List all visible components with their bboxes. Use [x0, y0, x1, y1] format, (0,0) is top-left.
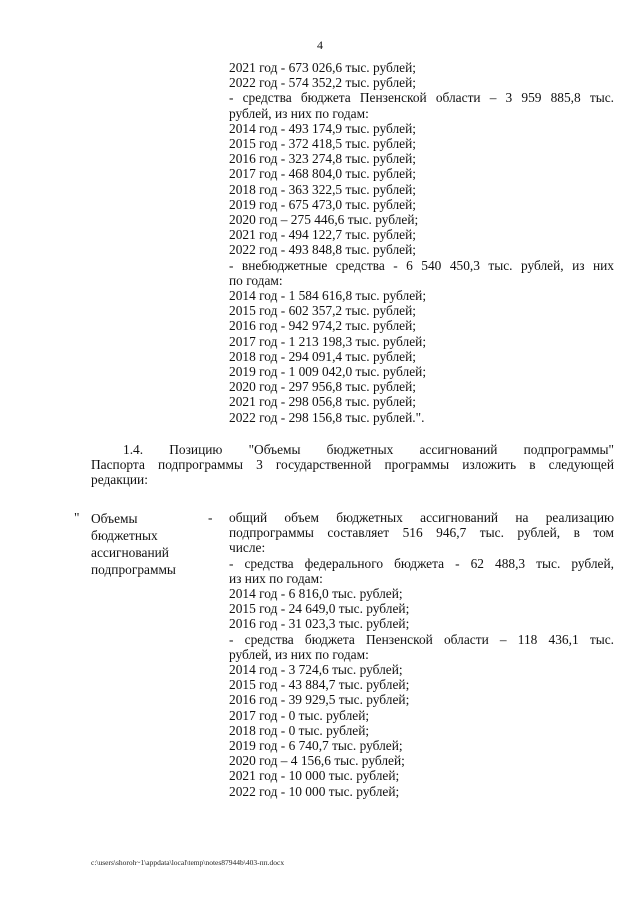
text-line: 2014 год - 3 724,6 тыс. рублей;: [229, 662, 403, 678]
text-line: 2020 год – 4 156,6 тыс. рублей;: [229, 753, 405, 769]
text-line: 2018 год - 0 тыс. рублей;: [229, 722, 370, 738]
table-value-cell: [229, 510, 614, 799]
text-line: 2014 год - 1 584 616,8 тыс. рублей;: [229, 288, 427, 304]
text-line: 2022 год - 10 000 тыс. рублей;: [229, 783, 400, 799]
file-path-footer: c:\users\shoroh~1\appdata\local\temp\notes87944b\403-пп.docx: [91, 858, 285, 867]
text-line: - средства бюджета Пензенской области – 118 436,1 тыс.: [229, 631, 614, 647]
text-line: 2020 год – 275 446,6 тыс. рублей;: [229, 212, 419, 228]
text-line: 2018 год - 294 091,4 тыс. рублей;: [229, 348, 416, 364]
text-line: 2014 год - 6 816,0 тыс. рублей;: [229, 586, 403, 602]
section-heading: [91, 442, 614, 488]
text-line: 2017 год - 0 тыс. рублей;: [229, 707, 370, 723]
text-line: ассигнований: [91, 545, 169, 560]
text-line: 2015 год - 602 357,2 тыс. рублей;: [229, 303, 416, 319]
table-label-cell: [91, 510, 201, 578]
text-line: подпрограммы составляет 516 946,7 тыс. рублей, в том: [229, 525, 614, 541]
text-line: 2016 год - 31 023,3 тыс. рублей;: [229, 616, 410, 632]
text-line: 2021 год - 298 056,8 тыс. рублей;: [229, 394, 416, 410]
text-line: - средства бюджета Пензенской области – 3 959 885,8 тыс.: [229, 90, 614, 106]
text-line: Объемы: [91, 511, 138, 526]
text-line: 2018 год - 363 322,5 тыс. рублей;: [229, 181, 416, 197]
section-heading-line-1: 1.4. Позицию "Объемы бюджетных ассигнований подпрограммы": [123, 442, 614, 457]
text-line: 2016 год - 323 274,8 тыс. рублей;: [229, 151, 416, 167]
text-line: 2022 год - 298 156,8 тыс. рублей.".: [229, 409, 425, 425]
text-line: 2015 год - 372 418,5 тыс. рублей;: [229, 136, 416, 152]
text-line: 2021 год - 494 122,7 тыс. рублей;: [229, 227, 416, 243]
text-line: 2021 год - 10 000 тыс. рублей;: [229, 768, 400, 784]
text-line: бюджетных: [91, 528, 158, 543]
text-line: - внебюджетные средства - 6 540 450,3 тыс. рублей, из них: [229, 257, 614, 273]
text-line: 2021 год - 673 026,6 тыс. рублей;: [229, 60, 416, 75]
text-line: 2019 год - 1 009 042,0 тыс. рублей;: [229, 364, 427, 380]
text-line: 2017 год - 468 804,0 тыс. рублей;: [229, 166, 416, 182]
text-line: из них по годам:: [229, 570, 323, 586]
section-heading-line-2: Паспорта подпрограммы 3 государственной программы изложить в следующей: [91, 457, 614, 473]
text-line: 2017 год - 1 213 198,3 тыс. рублей;: [229, 333, 427, 349]
text-line: по годам:: [229, 272, 283, 288]
opening-quote: ": [74, 510, 80, 525]
text-line: 2014 год - 493 174,9 тыс. рублей;: [229, 120, 416, 136]
text-line: рублей, из них по годам:: [229, 646, 369, 662]
text-line: 2019 год - 675 473,0 тыс. рублей;: [229, 196, 416, 212]
text-line: 2020 год - 297 956,8 тыс. рублей;: [229, 379, 416, 395]
text-line: - средства федерального бюджета - 62 488,3 тыс. рублей,: [229, 555, 614, 571]
text-line: 2015 год - 43 884,7 тыс. рублей;: [229, 677, 410, 693]
text-line: 2022 год - 574 352,2 тыс. рублей;: [229, 75, 416, 91]
page-number: 4: [317, 38, 323, 52]
text-line: 2022 год - 493 848,8 тыс. рублей;: [229, 242, 416, 258]
text-line: общий объем бюджетных ассигнований на реализацию: [229, 510, 614, 525]
table-dash: -: [208, 510, 213, 525]
section-heading-line-3: редакции:: [91, 472, 148, 488]
text-line: рублей, из них по годам:: [229, 105, 369, 121]
funding-continuation-block: [229, 60, 614, 425]
text-line: 2015 год - 24 649,0 тыс. рублей;: [229, 601, 410, 617]
text-line: подпрограммы: [91, 562, 176, 577]
text-line: числе:: [229, 540, 266, 556]
text-line: 2016 год - 39 929,5 тыс. рублей;: [229, 692, 410, 708]
text-line: 2019 год - 6 740,7 тыс. рублей;: [229, 738, 403, 754]
text-line: 2016 год - 942 974,2 тыс. рублей;: [229, 318, 416, 334]
